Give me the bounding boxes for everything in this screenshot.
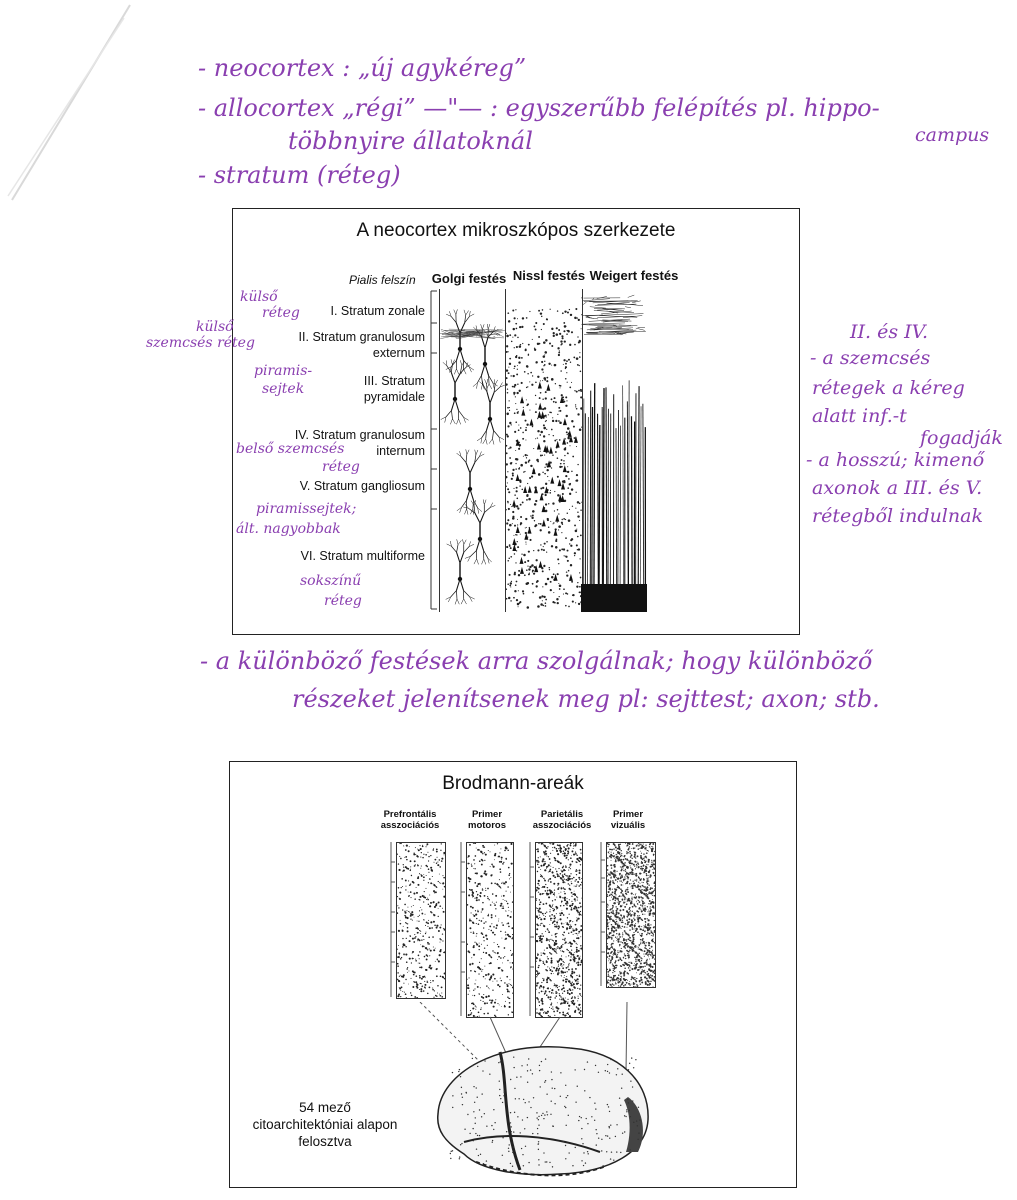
col-parietal-head (522, 810, 602, 832)
col-motor-line2: motoros (468, 819, 506, 831)
col-visual-head (596, 810, 660, 832)
bracket-2 (456, 842, 466, 1022)
note-piramissejtek: piramissejtek; (256, 501, 357, 517)
note-sejtek: sejtek (262, 381, 305, 397)
note-neocortex: - neocortex : „új agykéreg” (198, 54, 527, 82)
motor-panel (466, 842, 514, 1018)
note-reteg1: réteg (262, 305, 300, 321)
note-reteg3: réteg (324, 593, 362, 609)
bracket-3 (525, 842, 535, 1022)
brodmann-figure (229, 761, 797, 1188)
note-r6: - a hosszú; kimenő (806, 449, 985, 471)
note-r1: II. és IV. (850, 321, 929, 343)
pen-stroke (0, 0, 160, 220)
bracket-4 (596, 842, 606, 992)
layer-1-label: I. Stratum zonale (330, 304, 425, 318)
nissl-heading: Nissl festés (512, 268, 586, 283)
note-r3: rétegek a kéreg (812, 377, 965, 399)
note-szemcses: szemcsés réteg (146, 335, 255, 351)
col-prefrontal-line2: asszociációs (380, 819, 440, 831)
col-prefrontal-line1: Prefrontális (383, 809, 437, 820)
note-allocortex: - allocortex „régi” —"— : egyszerűbb felépítés pl. hippo- (198, 94, 880, 122)
layer-bracket (427, 289, 439, 614)
note-r8: rétegből indulnak (812, 505, 983, 527)
pialis-label: Pialis felszín (349, 273, 416, 287)
note-sokszinu: sokszínű (300, 573, 362, 589)
col-parietal-line2: asszociációs (532, 819, 592, 831)
note-r2: - a szemcsés (810, 347, 931, 369)
layer-5-label: V. Stratum gangliosum (299, 479, 425, 493)
col-visual-line1: Primer (612, 809, 644, 820)
note-belso: belső szemcsés (236, 441, 345, 457)
note-piramis: piramis- (254, 363, 313, 379)
col-parietal-line1: Parietális (540, 809, 584, 820)
note-r7: axonok a III. és V. (812, 477, 983, 499)
note-line1: 54 mező (299, 1100, 351, 1115)
prefrontal-panel (396, 842, 446, 999)
note-stratum: - stratum (réteg) (198, 161, 401, 189)
neocortex-figure (232, 208, 800, 635)
note-campus: campus (915, 124, 990, 146)
col-prefrontal-head (370, 810, 450, 832)
layer-3-label: III. Stratum (363, 374, 425, 388)
note-tobbnyire: többnyire állatoknál (288, 127, 533, 155)
note-r5: fogadják (920, 427, 1003, 449)
note-r4: alatt inf.-t (812, 405, 907, 427)
brain-diagram (380, 1002, 670, 1187)
note-line2: citoarchitektóniai alapon (252, 1116, 398, 1132)
layer-3-label-b: pyramidale (363, 390, 425, 404)
layer-2-label: II. Stratum granulosum (298, 330, 425, 344)
note-altnagyobbak: ált. nagyobbak (236, 521, 341, 537)
note-reteg2: réteg (322, 459, 360, 475)
col-motor-line1: Primer (471, 809, 503, 820)
bracket-1 (386, 842, 396, 1022)
col-visual-line2: vizuális (610, 819, 646, 831)
note-line3: felosztva (298, 1133, 352, 1149)
layer-4-label: IV. Stratum granulosum (294, 428, 425, 442)
visual-panel (606, 842, 656, 988)
layer-6-label: VI. Stratum multiforme (300, 549, 425, 563)
brodmann-note (250, 1100, 400, 1151)
weigert-heading: Weigert festés (589, 268, 679, 283)
col-motor-head (455, 810, 519, 832)
layer-2-label-b: externum (372, 346, 425, 360)
figure1-title: A neocortex mikroszkópos szerkezete (356, 220, 676, 241)
note-kulso2: külső (196, 319, 234, 335)
figure2-title: Brodmann-areák (442, 773, 584, 794)
weigert-panel (581, 289, 647, 612)
parietal-panel (535, 842, 583, 1018)
note-festesek-1: - a különböző festések arra szolgálnak; hogy különböző (200, 647, 873, 675)
note-kulso: külső (240, 289, 278, 305)
golgi-heading: Golgi festés (431, 271, 507, 286)
note-festesek-2: részeket jelenítsenek meg pl: sejttest; axon; stb. (292, 685, 880, 713)
nissl-panel (505, 289, 583, 612)
golgi-panel (439, 289, 506, 612)
layer-4-label-b: internum (376, 444, 425, 458)
